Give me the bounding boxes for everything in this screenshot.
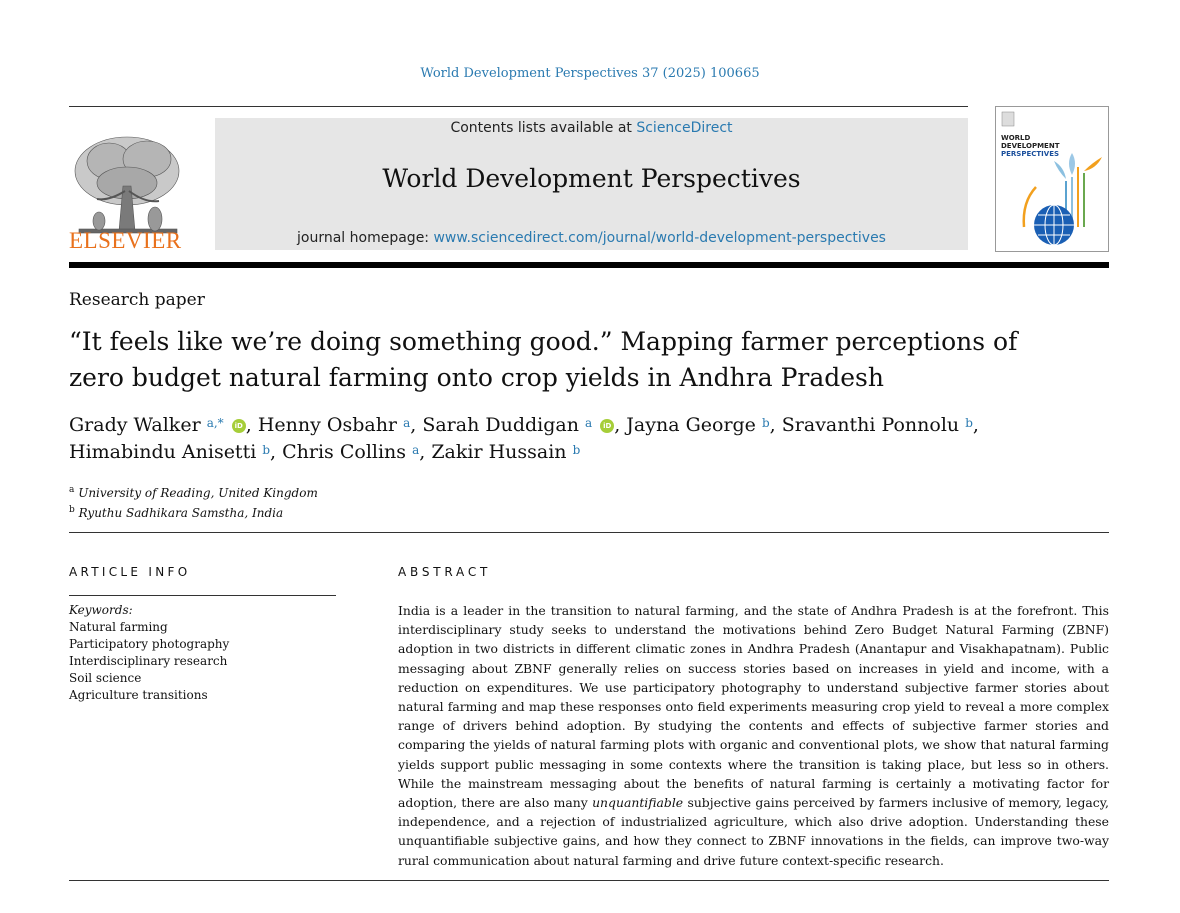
- affiliation-ref[interactable]: b: [761, 416, 770, 430]
- article-info-rule: [69, 595, 336, 596]
- keywords-block: [69, 602, 229, 704]
- affiliation-ref[interactable]: a: [412, 443, 420, 457]
- author-name[interactable]: Himabindu Anisetti: [69, 441, 257, 463]
- homepage-line: [215, 230, 968, 246]
- orcid-icon[interactable]: iD: [232, 419, 246, 433]
- contents-prefix: Contents lists available at: [450, 120, 637, 136]
- keywords-label: Keywords:: [69, 603, 133, 617]
- author-name[interactable]: Sravanthi Ponnolu: [781, 414, 960, 436]
- author-separator: ,: [419, 441, 432, 463]
- abstract-bottom-rule: [69, 880, 1109, 881]
- author-name[interactable]: Zakir Hussain: [431, 441, 567, 463]
- keyword: Participatory photography: [69, 637, 230, 651]
- homepage-prefix: journal homepage:: [297, 230, 434, 246]
- sciencedirect-link[interactable]: ScienceDirect: [636, 120, 733, 136]
- author-list: [69, 412, 1029, 466]
- author-separator: ,: [769, 414, 782, 436]
- affiliation-a: [69, 482, 318, 502]
- title-line-1: “It feels like we’re doing something good.” Mapping farmer perceptions of: [69, 327, 1018, 356]
- article-title: [69, 324, 1029, 396]
- title-line-2: zero budget natural farming onto crop yields in Andhra Pradesh: [69, 363, 884, 392]
- affiliation-ref[interactable]: a: [585, 416, 593, 430]
- affiliation-b: [69, 502, 318, 522]
- author-name[interactable]: Sarah Duddigan: [422, 414, 579, 436]
- author-name[interactable]: Grady Walker: [69, 414, 201, 436]
- affiliation-ref[interactable]: b: [572, 443, 581, 457]
- affiliation-text: University of Reading, United Kingdom: [78, 486, 318, 500]
- article-info-heading: ARTICLE INFO: [69, 565, 191, 579]
- cover-title-line2: DEVELOPMENT: [1001, 142, 1060, 150]
- homepage-link[interactable]: www.sciencedirect.com/journal/world-development-perspectives: [433, 230, 886, 246]
- author-separator: ,: [614, 414, 627, 436]
- cover-globe-plant-icon: [996, 107, 1108, 251]
- author-separator: ,: [410, 414, 423, 436]
- keyword: Interdisciplinary research: [69, 654, 228, 668]
- author-name[interactable]: Jayna George: [626, 414, 756, 436]
- author-separator: ,: [245, 414, 258, 436]
- author-separator: ,: [270, 441, 283, 463]
- keyword: Natural farming: [69, 620, 168, 634]
- affiliation-ref[interactable]: b: [965, 416, 973, 430]
- affiliation-label: a: [69, 485, 75, 495]
- abstract-part-2: subjective gains perceived by farmers inclusive of memory, legacy, independence, and a rejection of industrialized agriculture, which also drive adoption. Understanding these unquantifiable subjective gains, and how they connect to ZBNF innovations in the fields, can improve two-way rural communication about natural farming and drive future context-specific research.: [398, 795, 1109, 868]
- keyword: Soil science: [69, 671, 142, 685]
- contents-line: [215, 120, 968, 136]
- affiliation-text: Ryuthu Sadhikara Samstha, India: [78, 506, 284, 520]
- cover-title-line3: PERSPECTIVES: [1001, 150, 1060, 158]
- authors-line-1: [69, 412, 1029, 439]
- elsevier-wordmark: ELSEVIER: [69, 228, 182, 253]
- affiliations: [69, 482, 318, 522]
- abstract-text: [398, 601, 1109, 870]
- keyword: Agriculture transitions: [69, 688, 208, 702]
- header-top-rule: [69, 106, 968, 107]
- affiliation-ref[interactable]: b: [262, 443, 271, 457]
- orcid-icon[interactable]: iD: [600, 419, 614, 433]
- journal-cover-thumbnail[interactable]: [995, 106, 1109, 252]
- header-thick-rule: [69, 262, 1109, 268]
- journal-citation[interactable]: World Development Perspectives 37 (2025) 100665: [420, 66, 760, 81]
- journal-banner: [215, 118, 968, 250]
- journal-name: World Development Perspectives: [382, 164, 801, 193]
- article-type: Research paper: [69, 290, 205, 310]
- affiliation-label: b: [69, 505, 75, 515]
- affiliation-ref[interactable]: a,*: [206, 416, 224, 430]
- authors-line-2: [69, 439, 1029, 466]
- abstract-emphasis: unquantifiable: [592, 795, 684, 811]
- affiliation-rule: [69, 532, 1109, 533]
- author-name[interactable]: Chris Collins: [282, 441, 407, 463]
- author-name[interactable]: Henny Osbahr: [257, 414, 398, 436]
- cover-title-line1: WORLD: [1001, 134, 1031, 142]
- affiliation-ref[interactable]: a: [403, 416, 411, 430]
- abstract-part-1: India is a leader in the transition to natural farming, and the state of Andhra Pradesh is at the forefront. This interdisciplinary study seeks to understand the motivations behind Zero Budget Natural Farming (ZBNF) adoption in two districts in different climatic zones in Andhra Pradesh (Anantapur and Visakhapatnam). Public messaging about ZBNF generally relies on success stories based on increases in yield and income, with a reduction on expenditures. We use participatory photography to understand subjective farmer stories about natural farming and map these responses onto field experiments measuring crop yield to reveal a more complex range of drivers behind adoption. By studying the contents and effects of subjective farmer stories and comparing the yields of natural farming plots with organic and conventional plots, we show that natural farming yields support public messaging in some contexts where the transition is taking place, but less so in others. While the mainstream messaging about the benefits of natural farming is certainly a motivating factor for adoption, there are also many: [398, 603, 1109, 811]
- abstract-heading: ABSTRACT: [398, 565, 492, 579]
- author-separator: ,: [972, 414, 979, 436]
